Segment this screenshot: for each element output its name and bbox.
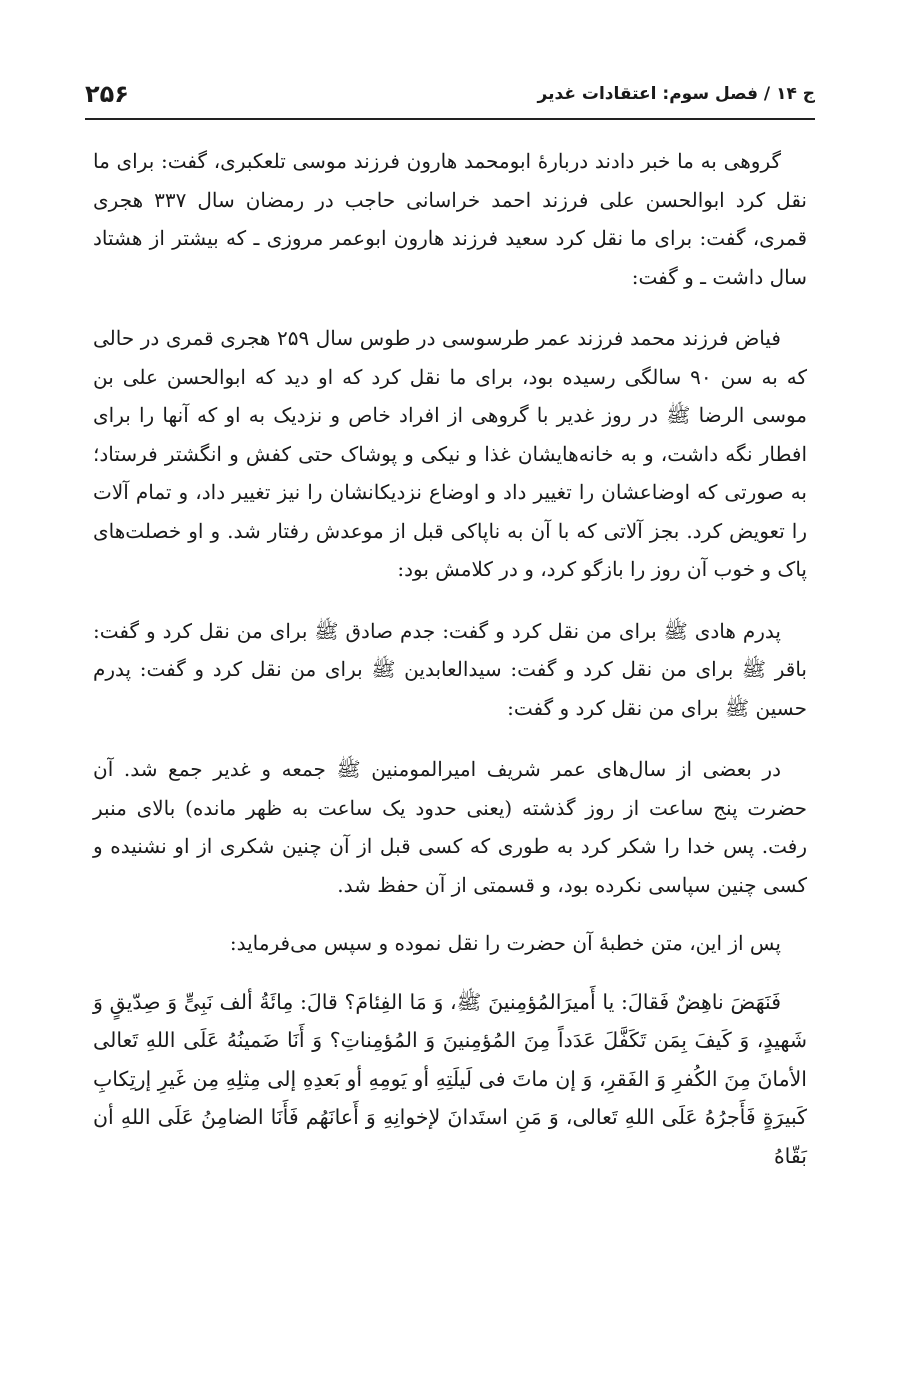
- paragraph-sermon-intro: پس از این، متن خطبهٔ آن حضرت را نقل نموده و سپس می‌فرماید:: [229, 931, 781, 955]
- paragraph-chain-of-narration: گروهی به ما خبر دادند دربارهٔ ابومحمد هارون فرزند موسی تلعکبری، گفت: برای ما نقل کرد ابوالحسن علی فرزند احمد خراسانی حاجب در رمضان سال ۳۳۷ هجری قمری، گفت: برای ما نقل کرد سعید فرزند هارون ابوعمر مروزی ـ که بیشتر از هشتاد سال داشت ـ و گفت:: [93, 149, 807, 289]
- paragraph-friday-ghadir: در بعضی از سال‌های عمر شریف امیرالمومنین ﷺ جمعه و غدیر جمع شد. آن حضرت پنج ساعت از روز گذشته (یعنی حدود یک ساعت به ظهر مانده) بالای منبر رفت. پس خدا را شکر کرد به طوری که کسی قبل از آن چنین شکری از او نشنیده و کسی چنین سپاسی نکرده بود، و قسمتی از آن حفظ شد.: [93, 757, 807, 897]
- header-rule: [85, 118, 815, 120]
- page-number: ۲۵۶: [85, 80, 129, 108]
- page-body: [93, 142, 807, 1175]
- page-header: [85, 72, 815, 116]
- running-title: ج ۱۴ / فصل سوم: اعتقادات غدیر: [537, 84, 815, 104]
- paragraph-fayyaz-narration: فیاض فرزند محمد فرزند عمر طرسوسی در طوس سال ۲۵۹ هجری قمری در حالی که به سن ۹۰ سالگی رسیده بود، برای ما نقل کرد که او دید که ابوالحسن علی بن موسی الرضا ﷺ در روز غدیر با گروهی از افراد خاص و نزدیک به او که آنها را برای افطار نگه داشت، و به خانه‌هایشان غذا و نیکی و پوشاک حتی کفش و انگشتر فرستاد؛ به صورتی که اوضاعشان را تغییر داد و اوضاع نزدیکانشان را نیز تغییر داد، و تمام آلات را تعویض کرد. بجز آلاتی که با آن به ناپاکی قبل از موعدش رفتار شد. و او خصلت‌های پاک و خوب آن روز را بازگو کرد، و در کلامش بود:: [93, 326, 807, 581]
- paragraph-imams-chain: پدرم هادی ﷺ برای من نقل کرد و گفت: جدم صادق ﷺ برای من نقل کرد و گفت: باقر ﷺ برای من نقل کرد و گفت: سیدالعابدین ﷺ برای من نقل کرد و گفت: پدرم حسین ﷺ برای من نقل کرد و گفت:: [93, 618, 807, 720]
- paragraph-arabic-sermon: فَنَهَضَ ناهِضٌ فَقالَ: یا أَمیرَالمُؤمِنینَ ﷺ، وَ مَا الفِئامَ؟ قالَ: مِائَةُ ألف نَبِیٍّ وَ صِدّیقٍ وَ شَهیدٍ، وَ کَیفَ بِمَن تَکَفَّلَ عَدَداً مِنَ المُؤمِنینَ وَ المُؤمِناتِ؟ وَ أَنَا ضَمینُهُ عَلَى اللهِ تَعالى الأمانَ مِنَ الکُفرِ وَ الفَقرِ، وَ إن ماتَ فی لَیلَتِهِ أو یَومِهِ أو بَعدِهِ إلى مِثلِهِ مِن غَیرِ إرتِکابِ کَبیرَةٍ فَأَجرُهُ عَلَى اللهِ تَعالى، وَ مَنِ استَدانَ لإخوانِهِ وَ أَعانَهُم فَأَنَا الضامِنُ عَلَى اللهِ أن بَقّاهُ: [93, 989, 807, 1168]
